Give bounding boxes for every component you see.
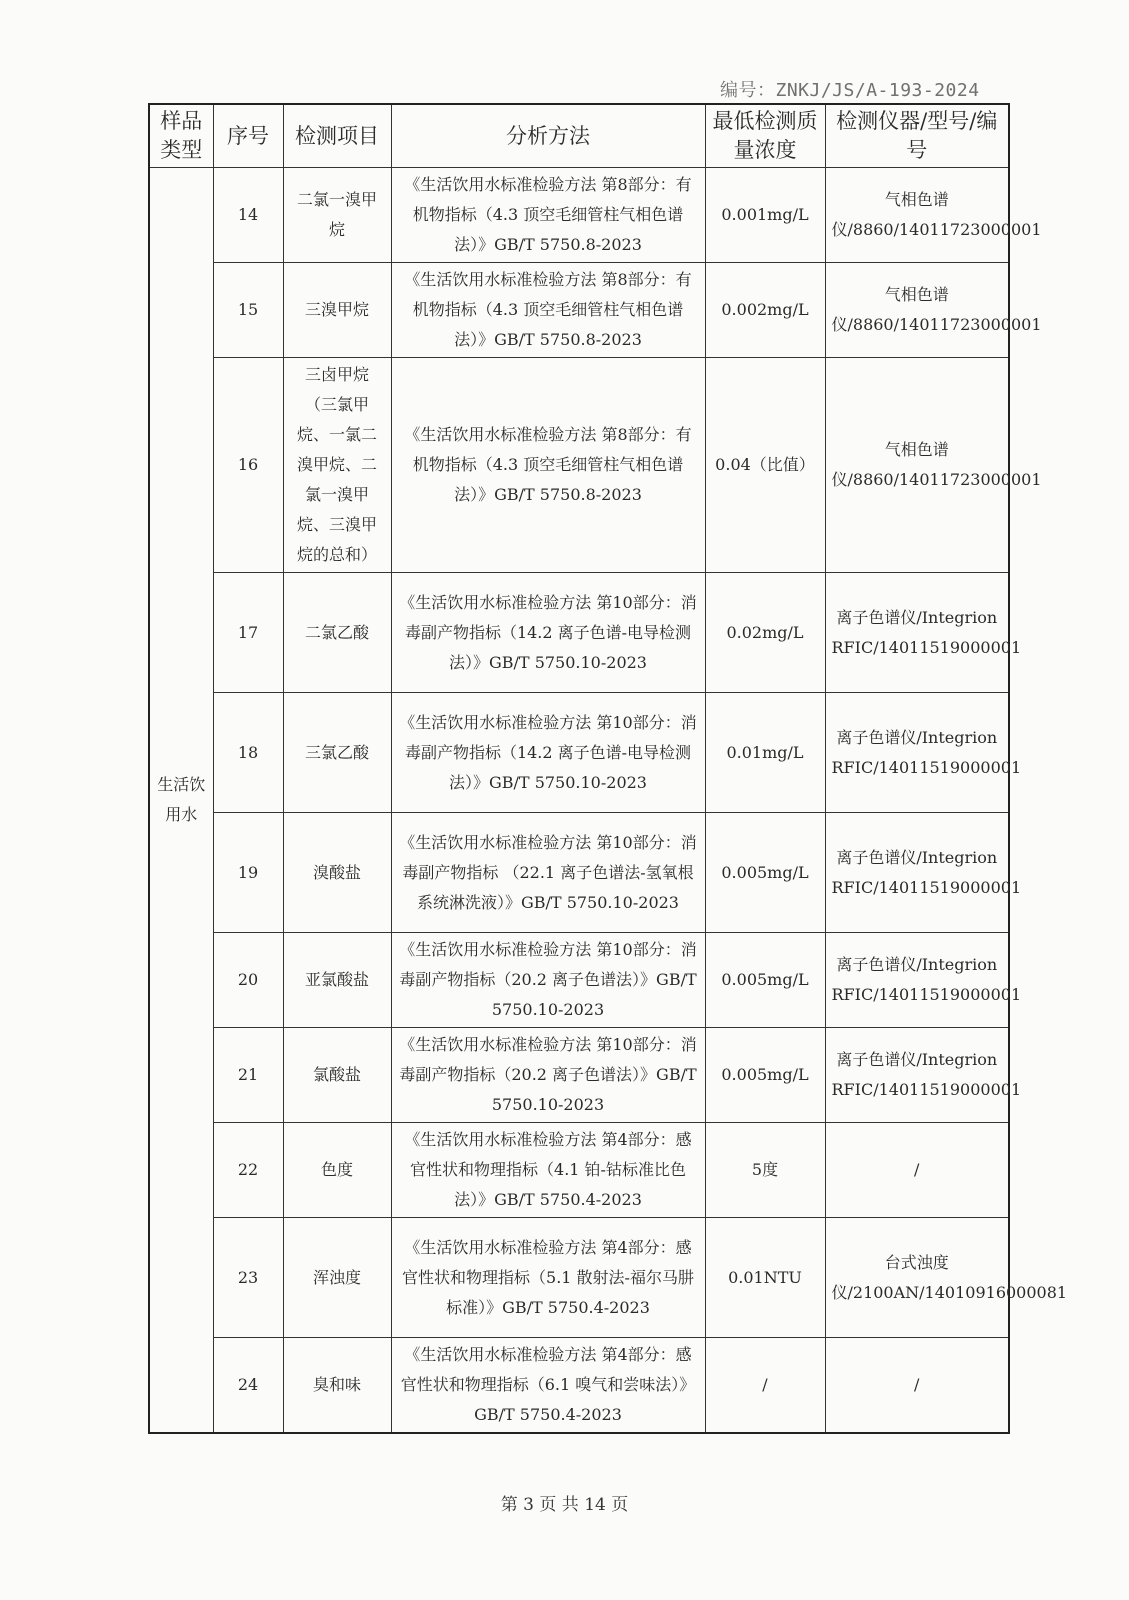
table-row — [149, 1338, 1009, 1434]
method-cell: 《生活饮用水标准检验方法 第8部分：有机物指标（4.3 顶空毛细管柱气相色谱法）》GB/T 5750.8-2023 — [391, 263, 705, 358]
seq-cell: 24 — [213, 1338, 283, 1434]
table-row — [149, 1123, 1009, 1218]
instrument-cell: 台式浊度仪/2100AN/14010916000081 — [825, 1218, 1009, 1338]
seq-cell: 16 — [213, 358, 283, 573]
table-row — [149, 358, 1009, 573]
instrument-cell: 气相色谱仪/8860/14011723000001 — [825, 263, 1009, 358]
method-cell: 《生活饮用水标准检验方法 第10部分：消毒副产物指标（14.2 离子色谱-电导检测法）》GB/T 5750.10-2023 — [391, 693, 705, 813]
limit-cell: 5度 — [705, 1123, 825, 1218]
header-seq: 序号 — [213, 104, 283, 168]
item-cell: 臭和味 — [283, 1338, 391, 1434]
limit-cell: 0.002mg/L — [705, 263, 825, 358]
table-row — [149, 1028, 1009, 1123]
item-cell: 三卤甲烷（三氯甲烷、一氯二溴甲烷、二氯一溴甲烷、三溴甲烷的总和） — [283, 358, 391, 573]
instrument-cell: 气相色谱仪/8860/14011723000001 — [825, 168, 1009, 263]
instrument-cell: 离子色谱仪/Integrion RFIC/14011519000001 — [825, 813, 1009, 933]
item-cell: 氯酸盐 — [283, 1028, 391, 1123]
limit-cell: 0.01NTU — [705, 1218, 825, 1338]
limit-cell: 0.01mg/L — [705, 693, 825, 813]
table-row — [149, 263, 1009, 358]
instrument-cell: 离子色谱仪/Integrion RFIC/14011519000001 — [825, 573, 1009, 693]
limit-cell: 0.02mg/L — [705, 573, 825, 693]
seq-cell: 22 — [213, 1123, 283, 1218]
document-number: 编号：ZNKJ/JS/A-193-2024 — [720, 80, 980, 101]
seq-cell: 21 — [213, 1028, 283, 1123]
limit-cell: 0.04（比值） — [705, 358, 825, 573]
header-instrument: 检测仪器/型号/编号 — [825, 104, 1009, 168]
method-cell: 《生活饮用水标准检验方法 第10部分：消毒副产物指标 （22.1 离子色谱法-氢氧根系统淋洗液）》GB/T 5750.10-2023 — [391, 813, 705, 933]
sample-type-cell: 生活饮用水 — [149, 168, 213, 1434]
method-cell: 《生活饮用水标准检验方法 第4部分：感官性状和物理指标（6.1 嗅气和尝味法）》GB/T 5750.4-2023 — [391, 1338, 705, 1434]
table-row — [149, 933, 1009, 1028]
header-method: 分析方法 — [391, 104, 705, 168]
seq-cell: 19 — [213, 813, 283, 933]
item-cell: 三氯乙酸 — [283, 693, 391, 813]
seq-cell: 18 — [213, 693, 283, 813]
limit-cell: 0.005mg/L — [705, 1028, 825, 1123]
method-cell: 《生活饮用水标准检验方法 第4部分：感官性状和物理指标（4.1 铂-钴标准比色法）》GB/T 5750.4-2023 — [391, 1123, 705, 1218]
method-cell: 《生活饮用水标准检验方法 第10部分：消毒副产物指标（20.2 离子色谱法）》GB/T 5750.10-2023 — [391, 1028, 705, 1123]
item-cell: 二氯一溴甲烷 — [283, 168, 391, 263]
page-number: 第 3 页 共 14 页 — [500, 1495, 629, 1515]
test-methods-table — [148, 103, 1068, 1434]
limit-cell: / — [705, 1338, 825, 1434]
table-row — [149, 1218, 1009, 1338]
table-row — [149, 573, 1009, 693]
header-sample-type: 样品类型 — [149, 104, 213, 168]
method-cell: 《生活饮用水标准检验方法 第10部分：消毒副产物指标（20.2 离子色谱法）》GB/T 5750.10-2023 — [391, 933, 705, 1028]
table-row — [149, 168, 1009, 263]
item-cell: 二氯乙酸 — [283, 573, 391, 693]
limit-cell: 0.001mg/L — [705, 168, 825, 263]
instrument-cell: 离子色谱仪/Integrion RFIC/14011519000001 — [825, 693, 1009, 813]
item-cell: 溴酸盐 — [283, 813, 391, 933]
seq-cell: 15 — [213, 263, 283, 358]
method-cell: 《生活饮用水标准检验方法 第10部分：消毒副产物指标（14.2 离子色谱-电导检测法）》GB/T 5750.10-2023 — [391, 573, 705, 693]
header-item: 检测项目 — [283, 104, 391, 168]
method-cell: 《生活饮用水标准检验方法 第8部分：有机物指标（4.3 顶空毛细管柱气相色谱法）》GB/T 5750.8-2023 — [391, 358, 705, 573]
method-cell: 《生活饮用水标准检验方法 第4部分：感官性状和物理指标（5.1 散射法-福尔马肼标准）》GB/T 5750.4-2023 — [391, 1218, 705, 1338]
header-limit: 最低检测质量浓度 — [705, 104, 825, 168]
item-cell: 色度 — [283, 1123, 391, 1218]
table-row — [149, 813, 1009, 933]
instrument-cell: 离子色谱仪/Integrion RFIC/14011519000001 — [825, 1028, 1009, 1123]
table-row — [149, 693, 1009, 813]
seq-cell: 23 — [213, 1218, 283, 1338]
seq-cell: 20 — [213, 933, 283, 1028]
table-header-row — [149, 104, 1009, 168]
instrument-cell: 气相色谱仪/8860/14011723000001 — [825, 358, 1009, 573]
instrument-cell: / — [825, 1338, 1009, 1434]
limit-cell: 0.005mg/L — [705, 813, 825, 933]
item-cell: 亚氯酸盐 — [283, 933, 391, 1028]
instrument-cell: 离子色谱仪/Integrion RFIC/14011519000001 — [825, 933, 1009, 1028]
method-cell: 《生活饮用水标准检验方法 第8部分：有机物指标（4.3 顶空毛细管柱气相色谱法）》GB/T 5750.8-2023 — [391, 168, 705, 263]
item-cell: 浑浊度 — [283, 1218, 391, 1338]
limit-cell: 0.005mg/L — [705, 933, 825, 1028]
item-cell: 三溴甲烷 — [283, 263, 391, 358]
instrument-cell: / — [825, 1123, 1009, 1218]
seq-cell: 17 — [213, 573, 283, 693]
seq-cell: 14 — [213, 168, 283, 263]
